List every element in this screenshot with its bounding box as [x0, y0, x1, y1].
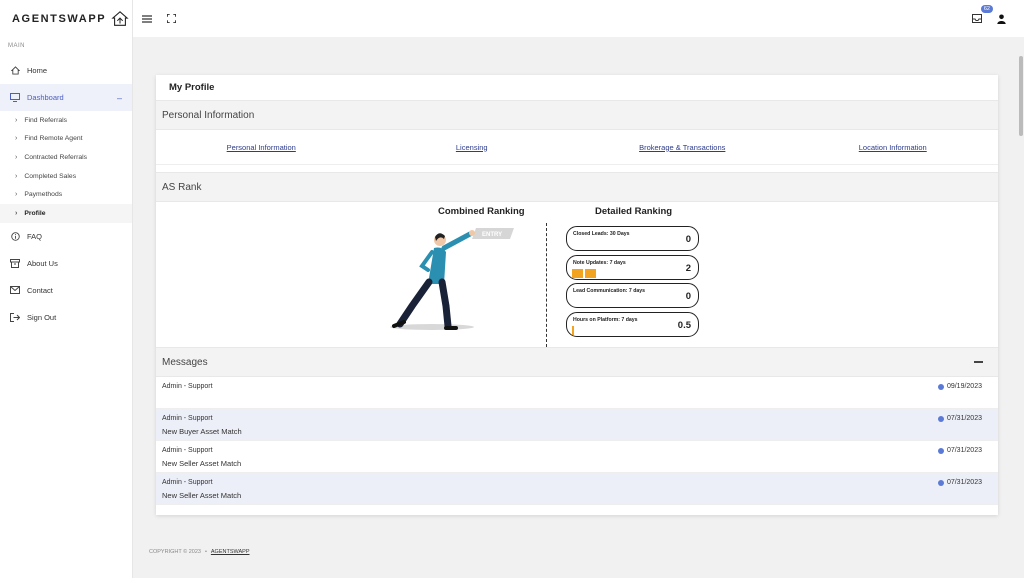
stat-label: Closed Leads: 30 Days	[573, 231, 630, 237]
sub-item-label: Paymethods	[24, 191, 63, 199]
sub-profile[interactable]	[0, 204, 132, 223]
chevron-right-icon: ›	[15, 153, 18, 161]
chevron-right-icon: ›	[15, 191, 18, 199]
section-title: AS Rank	[162, 181, 202, 193]
footer-copyright: COPYRIGHT © 2023	[149, 549, 201, 555]
stat-value: 0.5	[677, 320, 691, 331]
message-row[interactable]	[156, 473, 998, 505]
nav-faq[interactable]	[0, 223, 132, 250]
sign-out-icon	[10, 312, 20, 322]
inbox-icon	[972, 14, 982, 23]
notifications-button[interactable]	[969, 5, 990, 27]
profile-card	[156, 75, 998, 515]
stat-label: Hours on Platform: 7 days	[573, 317, 638, 323]
sub-find-remote-agent[interactable]	[0, 130, 132, 149]
chevron-right-icon: ›	[15, 116, 18, 124]
stat-lead-communication	[566, 283, 699, 308]
sidebar	[0, 0, 133, 578]
chevron-right-icon: ›	[15, 209, 18, 217]
message-from: Admin - Support	[162, 383, 213, 390]
sub-paymethods[interactable]	[0, 185, 132, 204]
page-scrollbar[interactable]	[1019, 56, 1023, 136]
message-row[interactable]	[156, 409, 998, 441]
stat-note-updates	[566, 255, 699, 280]
progress-block	[572, 326, 574, 335]
message-from: Admin - Support	[162, 415, 213, 422]
nav-contact-label: Contact	[27, 285, 53, 295]
nav-signout-label: Sign Out	[27, 312, 57, 322]
message-date	[938, 415, 982, 422]
nav-dashboard-label: Dashboard	[27, 93, 64, 102]
spacer	[156, 164, 998, 172]
sub-find-referrals[interactable]	[0, 111, 132, 130]
tab-location-information[interactable]: Location Information	[858, 142, 927, 152]
message-date-text: 07/31/2023	[946, 447, 982, 454]
message-row[interactable]	[156, 441, 998, 473]
collapse-icon[interactable]: –	[116, 92, 122, 103]
nav-about[interactable]	[0, 250, 132, 277]
message-row[interactable]	[156, 377, 998, 409]
brand[interactable]	[0, 0, 132, 37]
stat-hours-on-platform	[566, 312, 699, 337]
profile-tabs	[156, 130, 998, 164]
footer-brand-link[interactable]: AGENTSWAPP	[210, 549, 250, 555]
nav-faq-label: FAQ	[27, 231, 43, 241]
section-title: Messages	[162, 356, 208, 368]
message-subject: New Buyer Asset Match	[162, 427, 242, 436]
user-icon[interactable]	[993, 11, 1009, 27]
message-subject: New Seller Asset Match	[162, 459, 242, 468]
stat-label: Lead Communication: 7 days	[573, 288, 646, 294]
messages-header	[156, 347, 998, 377]
message-date	[938, 383, 982, 390]
personal-info-header	[156, 100, 998, 130]
unread-dot-icon	[938, 480, 944, 486]
message-date-text: 09/19/2023	[946, 383, 982, 390]
sub-item-label: Find Remote Agent	[24, 135, 83, 143]
combined-ranking-title: Combined Ranking	[438, 206, 525, 217]
message-date-text: 07/31/2023	[946, 479, 982, 486]
nav-dashboard[interactable]	[0, 84, 132, 111]
message-from: Admin - Support	[162, 479, 213, 486]
progress-block	[585, 269, 596, 278]
home-icon	[10, 66, 20, 76]
fullscreen-icon[interactable]	[163, 11, 179, 27]
as-rank-header	[156, 172, 998, 202]
ranking-figure-illustration	[384, 222, 519, 334]
notification-badge: 62	[981, 5, 993, 13]
sub-item-label: Profile	[24, 209, 46, 217]
message-date-text: 07/31/2023	[946, 415, 982, 422]
message-date	[938, 479, 982, 486]
detailed-ranking-title: Detailed Ranking	[595, 206, 673, 217]
section-label: MAIN	[8, 43, 25, 49]
section-title: Personal Information	[162, 109, 255, 121]
info-icon	[10, 231, 20, 241]
stat-closed-leads	[566, 226, 699, 251]
footer-separator: •	[204, 549, 207, 555]
message-date	[938, 447, 982, 454]
menu-icon[interactable]	[139, 11, 155, 27]
nav-home-label: Home	[27, 66, 48, 75]
unread-dot-icon	[938, 416, 944, 422]
stat-value: 0	[685, 291, 691, 302]
stat-value: 2	[685, 263, 691, 274]
nav-contact[interactable]	[0, 277, 132, 304]
stat-value: 0	[685, 234, 691, 245]
message-subject: New Seller Asset Match	[162, 491, 242, 500]
monitor-icon	[10, 93, 20, 103]
house-logo-icon	[111, 10, 129, 28]
ranking-divider	[546, 223, 547, 347]
brand-name: AGENTSWAPP	[12, 12, 107, 25]
nav-about-label: About Us	[27, 258, 58, 268]
mail-icon	[10, 285, 20, 295]
sub-item-label: Completed Sales	[24, 172, 77, 180]
tab-brokerage-transactions[interactable]: Brokerage & Transactions	[639, 142, 726, 152]
unread-dot-icon	[938, 384, 944, 390]
collapse-minus-icon[interactable]	[974, 361, 983, 363]
chevron-right-icon: ›	[15, 172, 18, 180]
nav-signout[interactable]	[0, 304, 132, 331]
page-title: My Profile	[169, 82, 215, 93]
tab-personal-information[interactable]: Personal Information	[226, 142, 296, 152]
archive-icon	[10, 258, 20, 268]
tab-licensing[interactable]: Licensing	[455, 142, 488, 152]
sub-completed-sales[interactable]	[0, 167, 132, 186]
rank-panel	[156, 202, 998, 347]
progress-block	[572, 269, 583, 278]
topbar	[133, 0, 1024, 37]
sub-contracted-referrals[interactable]	[0, 148, 132, 167]
message-from: Admin - Support	[162, 447, 213, 454]
unread-dot-icon	[938, 448, 944, 454]
rank-badge-text: ENTRY	[482, 232, 503, 238]
sub-item-label: Contracted Referrals	[24, 153, 88, 161]
nav-home[interactable]	[0, 57, 132, 84]
chevron-right-icon: ›	[15, 135, 18, 143]
stat-label: Note Updates: 7 days	[573, 260, 626, 266]
sub-item-label: Find Referrals	[24, 116, 68, 124]
footer	[149, 549, 250, 555]
